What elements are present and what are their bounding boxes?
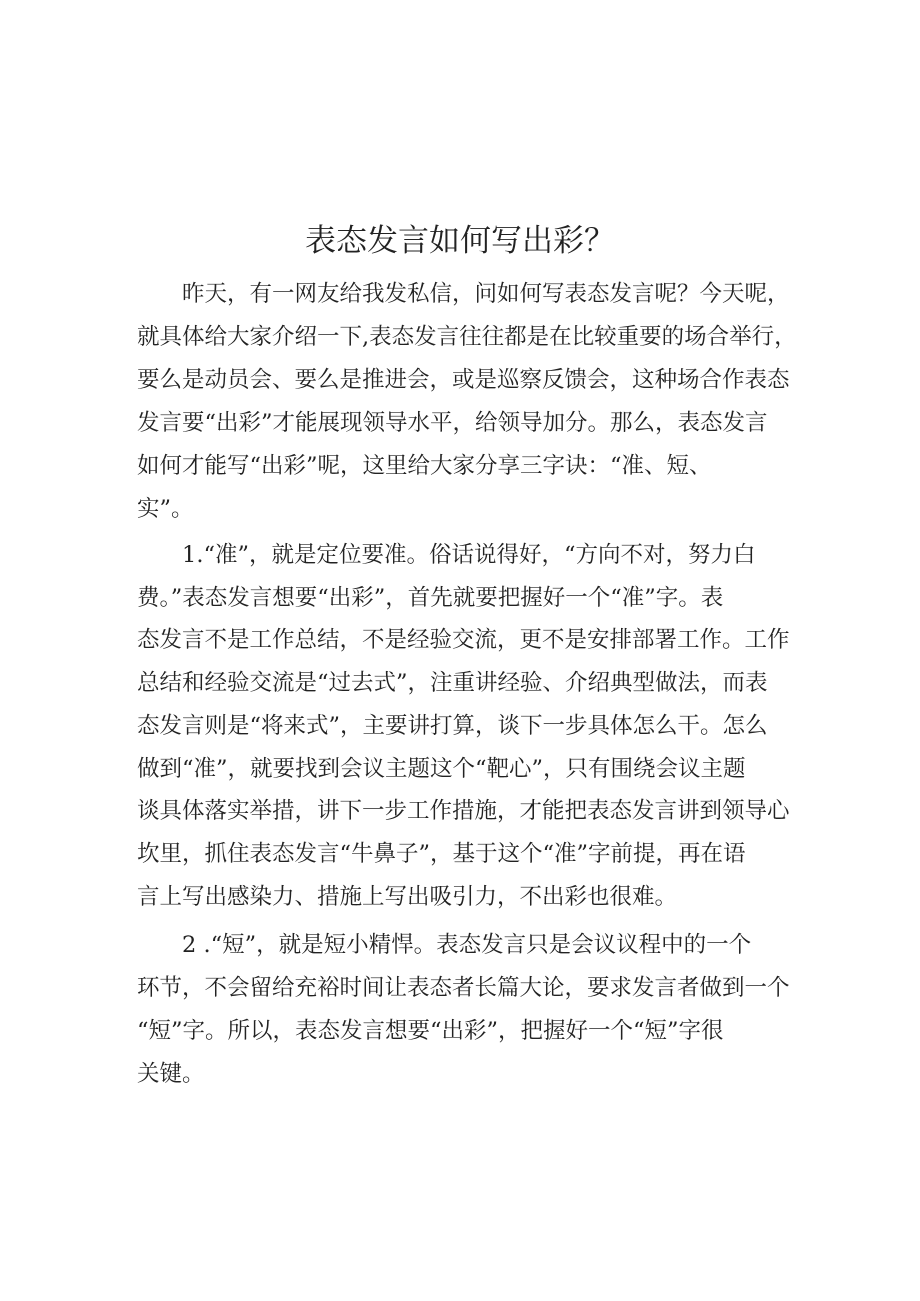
paragraph-line: 昨天，有一网友给我发私信，问如何写表态发言呢？今天呢， [182,281,790,307]
paragraph-line: 发言要“出彩”才能展现领导水平，给领导加分。那么，表态发言 [137,410,768,436]
paragraph-line: “短”字。所以，表态发言想要“出彩”，把握好一个“短”字很 [137,1018,724,1044]
paragraph-line: 如何才能写“出彩”呢，这里给大家分享三字诀：“准、短、 [137,453,712,479]
paragraph-line: 总结和经验交流是“过去式”，注重讲经验、介绍典型做法，而表 [137,670,768,697]
paragraph-point-1 [137,534,799,918]
paragraph-line: 环节，不会留给充裕时间让表态者长篇大论，要求发言者做到一个 [137,975,790,1001]
paragraph-line: 言上写出感染力、措施上写出吸引力，不出彩也很难。 [137,883,678,910]
paragraph-line: 态发言则是“将来式”，主要讲打算，谈下一步具体怎么干。怎么 [137,712,768,739]
paragraph-line: 就具体给大家介绍一下,表态发言往往都是在比较重要的场合举行， [137,324,797,350]
paragraph-intro [137,273,799,531]
paragraph-line: 态发言不是工作总结，不是经验交流，更不是安排部署工作。工作 [137,627,790,654]
paragraph-line: 坎里，抓住表态发言“牛鼻子”，基于这个“准”字前提，再在语 [137,840,746,867]
paragraph-line: 要么是动员会、要么是推进会，或是巡察反馈会，这种场合作表态 [137,367,790,393]
paragraph-line: 1.“准”，就是定位要准。俗话说得好，“方向不对，努力白 [182,542,756,568]
paragraph-point-2 [137,924,799,1096]
paragraph-line: 费。”表态发言想要“出彩”，首先就要把握好一个“准”字。表 [137,584,724,611]
paragraph-line: 谈具体落实举措，讲下一步工作措施，才能把表态发言讲到领导心 [137,798,790,825]
paragraph-line: 关键。 [137,1061,205,1087]
document-title: 表态发言如何写出彩？ [305,223,615,259]
paragraph-line: 2 .“短”，就是短小精悍。表态发言只是会议议程中的一个 [182,932,752,958]
paragraph-line: 做到“准”，就要找到会议主题这个“靶心”，只有围绕会议主题 [137,755,746,782]
paragraph-line: 实”。 [137,496,194,522]
